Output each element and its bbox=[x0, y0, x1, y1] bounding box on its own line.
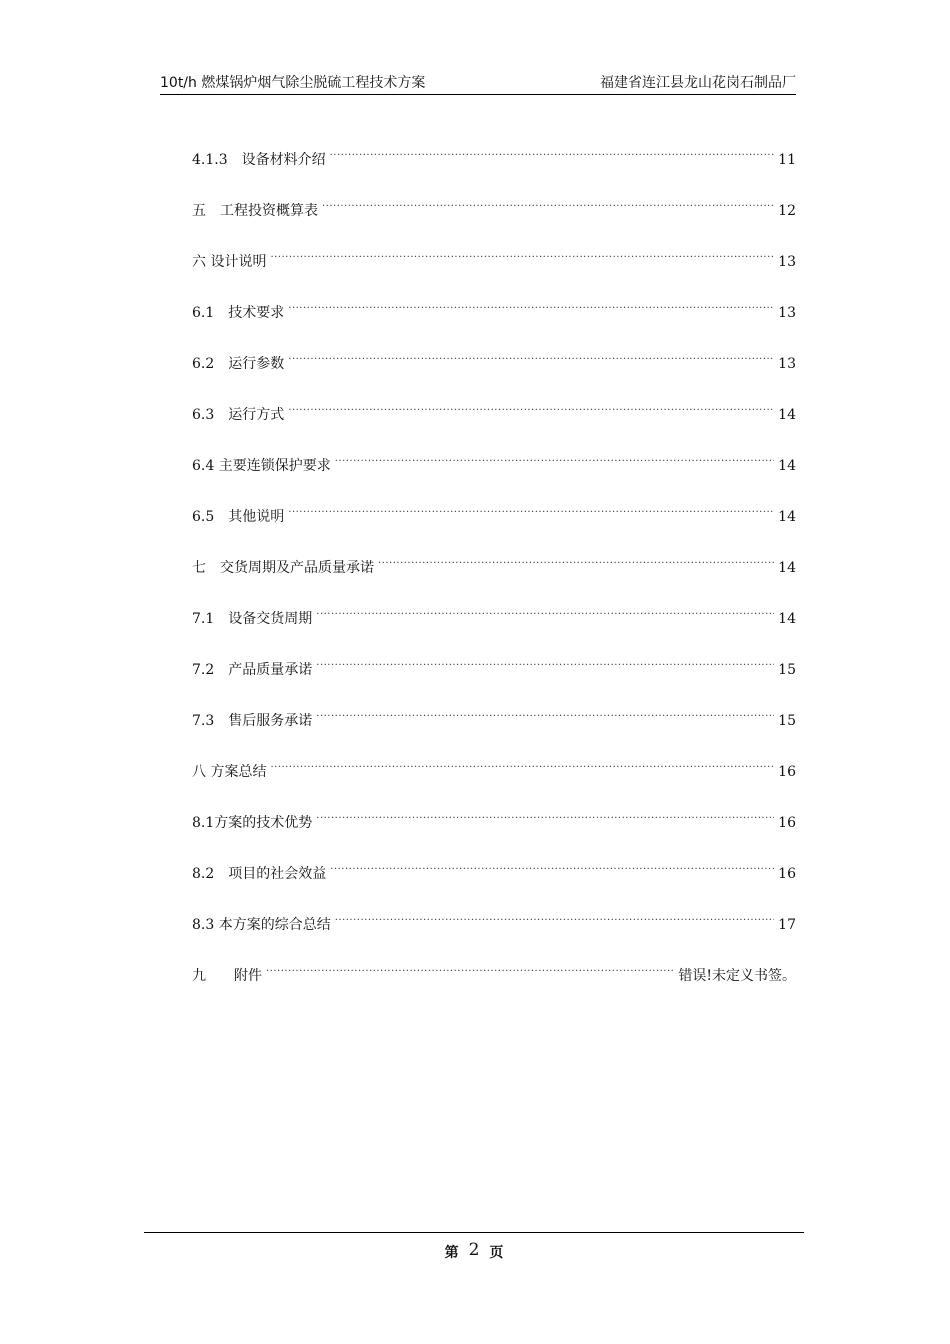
toc-leader-dots bbox=[330, 858, 774, 878]
toc-entry-label: 6.3 运行方式 bbox=[192, 407, 285, 423]
toc-leader-dots bbox=[316, 603, 774, 623]
toc-entry-label: 7.3 售后服务承诺 bbox=[192, 713, 313, 729]
toc-leader-dots bbox=[270, 246, 774, 266]
toc-entry-page: 14 bbox=[778, 560, 796, 576]
toc-entry-label: 8.2 项目的社会效益 bbox=[192, 866, 327, 882]
toc-entry-label: 八 方案总结 bbox=[192, 764, 267, 780]
toc-entry-page: 13 bbox=[778, 254, 796, 270]
company-name: 福建省连江县龙山花岗石制品厂 bbox=[600, 75, 796, 91]
toc-entry-page: 14 bbox=[778, 611, 796, 627]
page-footer bbox=[144, 1238, 804, 1265]
toc-entry-label: 8.1方案的技术优势 bbox=[192, 815, 313, 831]
toc-leader-dots bbox=[288, 399, 774, 419]
toc-entry-label: 6.2 运行参数 bbox=[192, 356, 285, 372]
toc-entry-label: 4.1.3 设备材料介绍 bbox=[192, 152, 326, 168]
page-header bbox=[160, 72, 796, 95]
toc-entry-label: 7.2 产品质量承诺 bbox=[192, 662, 313, 678]
toc-entry-label: 8.3 本方案的综合总结 bbox=[192, 917, 331, 933]
toc-entry[interactable] bbox=[192, 399, 796, 450]
toc-entry-label: 6.5 其他说明 bbox=[192, 509, 285, 525]
toc-entry-page: 13 bbox=[778, 356, 796, 372]
toc-entry-label: 6.1 技术要求 bbox=[192, 305, 285, 321]
toc-entry-page: 16 bbox=[778, 815, 796, 831]
toc-leader-dots bbox=[288, 501, 774, 521]
toc-entry[interactable] bbox=[192, 654, 796, 705]
toc-entry[interactable] bbox=[192, 960, 796, 1011]
toc-leader-dots bbox=[378, 552, 774, 572]
toc-leader-dots bbox=[330, 144, 775, 164]
toc-entry-page: 14 bbox=[778, 509, 796, 525]
toc-entry[interactable] bbox=[192, 297, 796, 348]
toc-entry-label: 九 附件 bbox=[192, 968, 262, 984]
toc-entry[interactable] bbox=[192, 144, 796, 195]
toc-entry-page: 12 bbox=[778, 203, 796, 219]
toc-leader-dots bbox=[288, 297, 774, 317]
toc-entry[interactable] bbox=[192, 450, 796, 501]
toc-entry-label: 7.1 设备交货周期 bbox=[192, 611, 313, 627]
toc-entry[interactable] bbox=[192, 807, 796, 858]
footer-divider bbox=[144, 1232, 804, 1233]
toc-entry[interactable] bbox=[192, 501, 796, 552]
toc-entry-page: 14 bbox=[778, 407, 796, 423]
document-title: 10t/h 燃煤锅炉烟气除尘脱硫工程技术方案 bbox=[160, 75, 426, 91]
toc-leader-dots bbox=[266, 960, 674, 980]
toc-leader-dots bbox=[335, 450, 774, 470]
toc-entry[interactable] bbox=[192, 348, 796, 399]
toc-entry-label: 七 交货周期及产品质量承诺 bbox=[192, 560, 374, 576]
toc-leader-dots bbox=[335, 909, 774, 929]
toc-leader-dots bbox=[316, 705, 774, 725]
table-of-contents bbox=[192, 144, 796, 1011]
toc-leader-dots bbox=[316, 654, 774, 674]
toc-entry-page: 16 bbox=[778, 866, 796, 882]
toc-entry-page: 11 bbox=[778, 152, 796, 168]
toc-leader-dots bbox=[288, 348, 774, 368]
toc-leader-dots bbox=[270, 756, 774, 776]
toc-entry-page: 17 bbox=[778, 917, 796, 933]
toc-entry[interactable] bbox=[192, 705, 796, 756]
toc-leader-dots bbox=[316, 807, 774, 827]
page-number-suffix: 页 bbox=[489, 1245, 504, 1261]
toc-leader-dots bbox=[322, 195, 774, 215]
toc-entry[interactable] bbox=[192, 552, 796, 603]
toc-entry-page: 16 bbox=[778, 764, 796, 780]
toc-entry[interactable] bbox=[192, 756, 796, 807]
toc-entry-label: 六 设计说明 bbox=[192, 254, 267, 270]
page-number: 2 bbox=[468, 1240, 480, 1260]
toc-entry-page: 15 bbox=[778, 713, 796, 729]
toc-entry[interactable] bbox=[192, 246, 796, 297]
toc-entry-page: 14 bbox=[778, 458, 796, 474]
toc-entry[interactable] bbox=[192, 195, 796, 246]
toc-entry-page: 13 bbox=[778, 305, 796, 321]
toc-entry-page: 错误!未定义书签。 bbox=[678, 968, 796, 984]
toc-entry-page: 15 bbox=[778, 662, 796, 678]
toc-entry-label: 五 工程投资概算表 bbox=[192, 203, 318, 219]
page-number-prefix: 第 bbox=[444, 1245, 459, 1261]
toc-entry[interactable] bbox=[192, 909, 796, 960]
toc-entry-label: 6.4 主要连锁保护要求 bbox=[192, 458, 331, 474]
toc-entry[interactable] bbox=[192, 603, 796, 654]
toc-entry[interactable] bbox=[192, 858, 796, 909]
